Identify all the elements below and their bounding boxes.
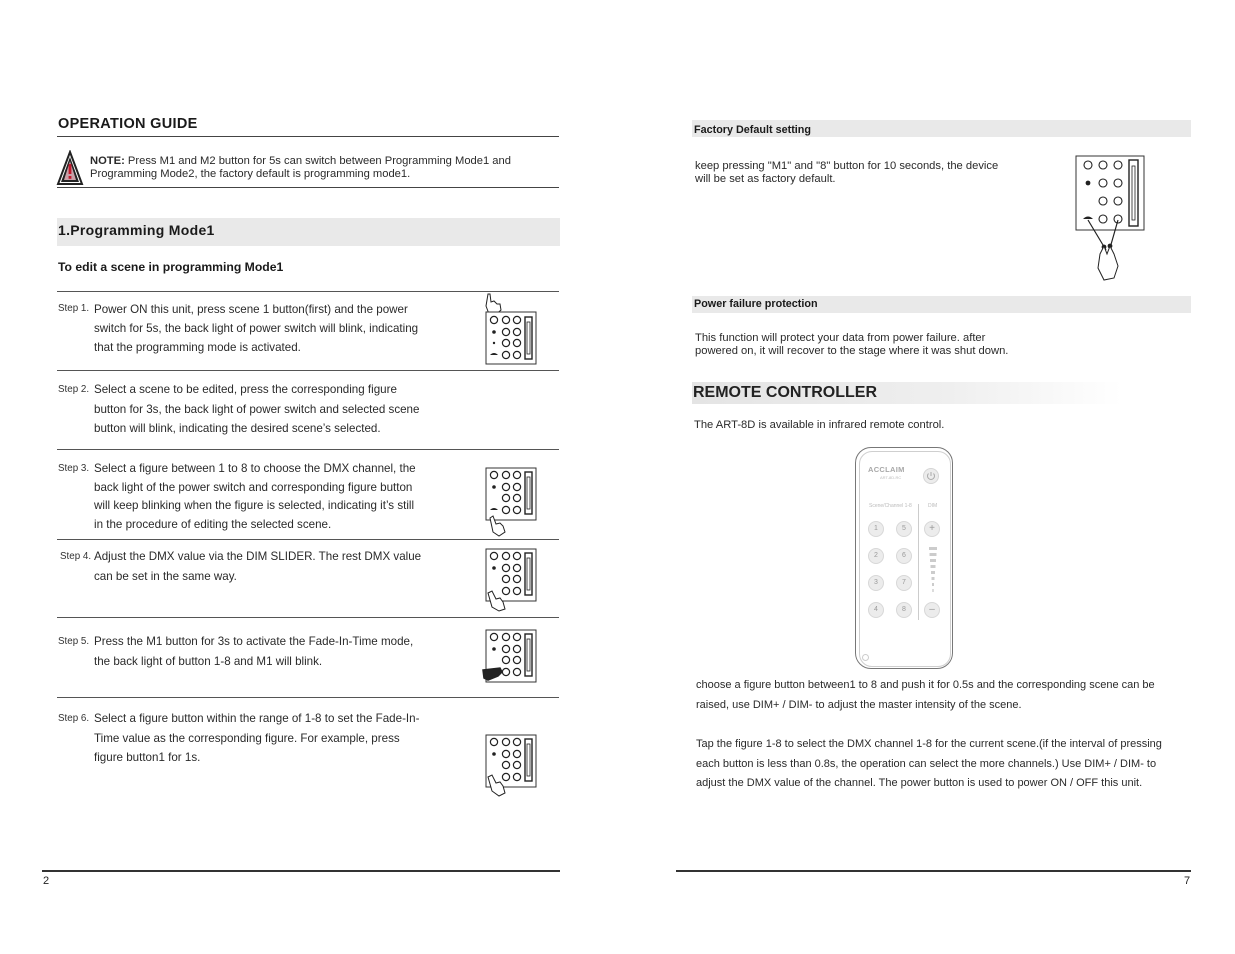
warning-icon [56, 150, 84, 191]
text-line: keep pressing "M1" and "8" button for 10 seconds, the device [695, 160, 999, 172]
step-text [94, 380, 419, 439]
divider [57, 539, 559, 540]
step-label: Step 1. [58, 303, 90, 314]
text-line: powered on, it will recover to the stage where it was shut down. [695, 345, 1009, 357]
step-line: Adjust the DMX value via the DIM SLIDER. The rest DMX value [94, 550, 422, 563]
remote-brand: ACCLAIM [868, 465, 905, 474]
step-line: will keep blinking when the figure is selected, indicating it’s still [94, 499, 415, 512]
remote-button-6[interactable]: 6 [896, 548, 912, 564]
text-line: Tap the figure 1-8 to select the DMX channel 1-8 for the current scene.(if the interval of pressing [696, 738, 1162, 750]
step-line: button for 3s, the back light of power switch and selected scene [94, 402, 420, 416]
step-line: can be set in the same way. [94, 570, 237, 583]
divider [57, 617, 559, 618]
dim-level-bars [928, 546, 938, 596]
divider [57, 136, 559, 137]
remote-control-icon [855, 447, 953, 669]
step-label: Step 4. [60, 551, 92, 562]
remote-model: ART-8D-RC [880, 475, 902, 480]
dim-minus-button[interactable]: – [924, 602, 940, 618]
control-panel-icon [480, 628, 540, 686]
control-panel-icon [484, 733, 540, 799]
remote-button-1[interactable]: 1 [868, 521, 884, 537]
text-line: adjust the DMX value of the channel. The power button is used to power ON / OFF this unit. [696, 777, 1143, 789]
ir-window [862, 654, 869, 661]
remote-paragraph-1 [696, 676, 1155, 715]
divider [57, 449, 559, 450]
remote-controller-title: REMOTE CONTROLLER [693, 384, 877, 401]
control-panel-icon [480, 292, 540, 366]
step-line: the back light of button 1-8 and M1 will blink. [94, 655, 323, 668]
divider [57, 187, 559, 188]
step-line: that the programming mode is activated. [94, 341, 301, 354]
step-label: Step 2. [58, 384, 90, 395]
divider [57, 370, 559, 371]
power-failure-title: Power failure protection [694, 298, 818, 310]
step-line: figure button1 for 1s. [94, 751, 201, 764]
step-text [94, 300, 418, 357]
step-text [94, 547, 421, 587]
remote-button-5[interactable]: 5 [896, 521, 912, 537]
step-label: Step 5. [58, 636, 90, 647]
factory-default-title: Factory Default setting [694, 124, 811, 136]
remote-intro: The ART-8D is available in infrared remote control. [694, 419, 945, 431]
step-line: Power ON this unit, press scene 1 button(first) and the power [94, 303, 408, 316]
remote-button-4[interactable]: 4 [868, 602, 884, 618]
text-line: choose a figure button between1 to 8 and push it for 0.5s and the corresponding scene can be [696, 679, 1155, 691]
remote-divider [918, 504, 919, 620]
remote-button-7[interactable]: 7 [896, 575, 912, 591]
note-label: NOTE: [90, 155, 125, 167]
step-text [94, 632, 413, 672]
step-line: back light of the power switch and corresponding figure button [94, 480, 413, 494]
footer-rule [676, 870, 1191, 872]
step-text [94, 460, 416, 534]
note-text [90, 155, 511, 181]
note-line-2: Programming Mode2, the factory default is programming mode1. [90, 168, 411, 180]
control-panel-icon [1074, 154, 1148, 282]
step-line: button will blink, indicating the desired scene’s selected. [94, 422, 381, 435]
remote-button-8[interactable]: 8 [896, 602, 912, 618]
footer-rule [42, 870, 560, 872]
operation-guide-title: OPERATION GUIDE [58, 116, 198, 132]
step-line: Time value as the corresponding figure. For example, press [94, 731, 400, 745]
note-line-1: Press M1 and M2 button for 5s can switch between Programming Mode1 and [124, 155, 511, 167]
page-number: 2 [43, 875, 50, 887]
step-label: Step 6. [58, 713, 90, 724]
step-line: Select a figure button within the range of 1-8 to set the Fade-In- [94, 712, 420, 725]
control-panel-icon [484, 466, 540, 538]
text-line: each button is less than 0.8s, the operation can select the more channels.) Use DIM+ / DIM- to [696, 757, 1157, 770]
text-line: raised, use DIM+ / DIM- to adjust the master intensity of the scene. [696, 698, 1022, 711]
remote-paragraph-2 [696, 735, 1162, 794]
power-icon[interactable] [923, 468, 939, 484]
remote-button-3[interactable]: 3 [868, 575, 884, 591]
text-line: This function will protect your data from power failure. after [695, 332, 986, 344]
subsection-title: To edit a scene in programming Mode1 [58, 260, 284, 274]
section-title: 1.Programming Mode1 [58, 222, 215, 238]
step-line: in the procedure of editing the selected scene. [94, 517, 332, 531]
divider [57, 697, 559, 698]
page-number: 7 [1184, 875, 1191, 887]
text-line: will be set as factory default. [695, 173, 836, 185]
control-panel-icon [484, 547, 540, 613]
factory-default-text [695, 160, 998, 186]
step-line: Press the M1 button for 3s to activate the Fade-In-Time mode, [94, 635, 414, 648]
step-line: Select a figure between 1 to 8 to choose the DMX channel, the [94, 462, 416, 475]
step-label: Step 3. [58, 463, 90, 474]
power-failure-text [695, 332, 1008, 358]
scene-channel-label: Scene/Channel 1-8 [869, 503, 912, 509]
step-line: switch for 5s, the back light of power switch will blink, indicating [94, 322, 419, 335]
dim-plus-button[interactable]: + [924, 521, 940, 537]
remote-button-2[interactable]: 2 [868, 548, 884, 564]
dim-label: DIM [928, 503, 938, 509]
step-line: Select a scene to be edited, press the corresponding figure [94, 383, 397, 396]
step-text [94, 709, 419, 768]
